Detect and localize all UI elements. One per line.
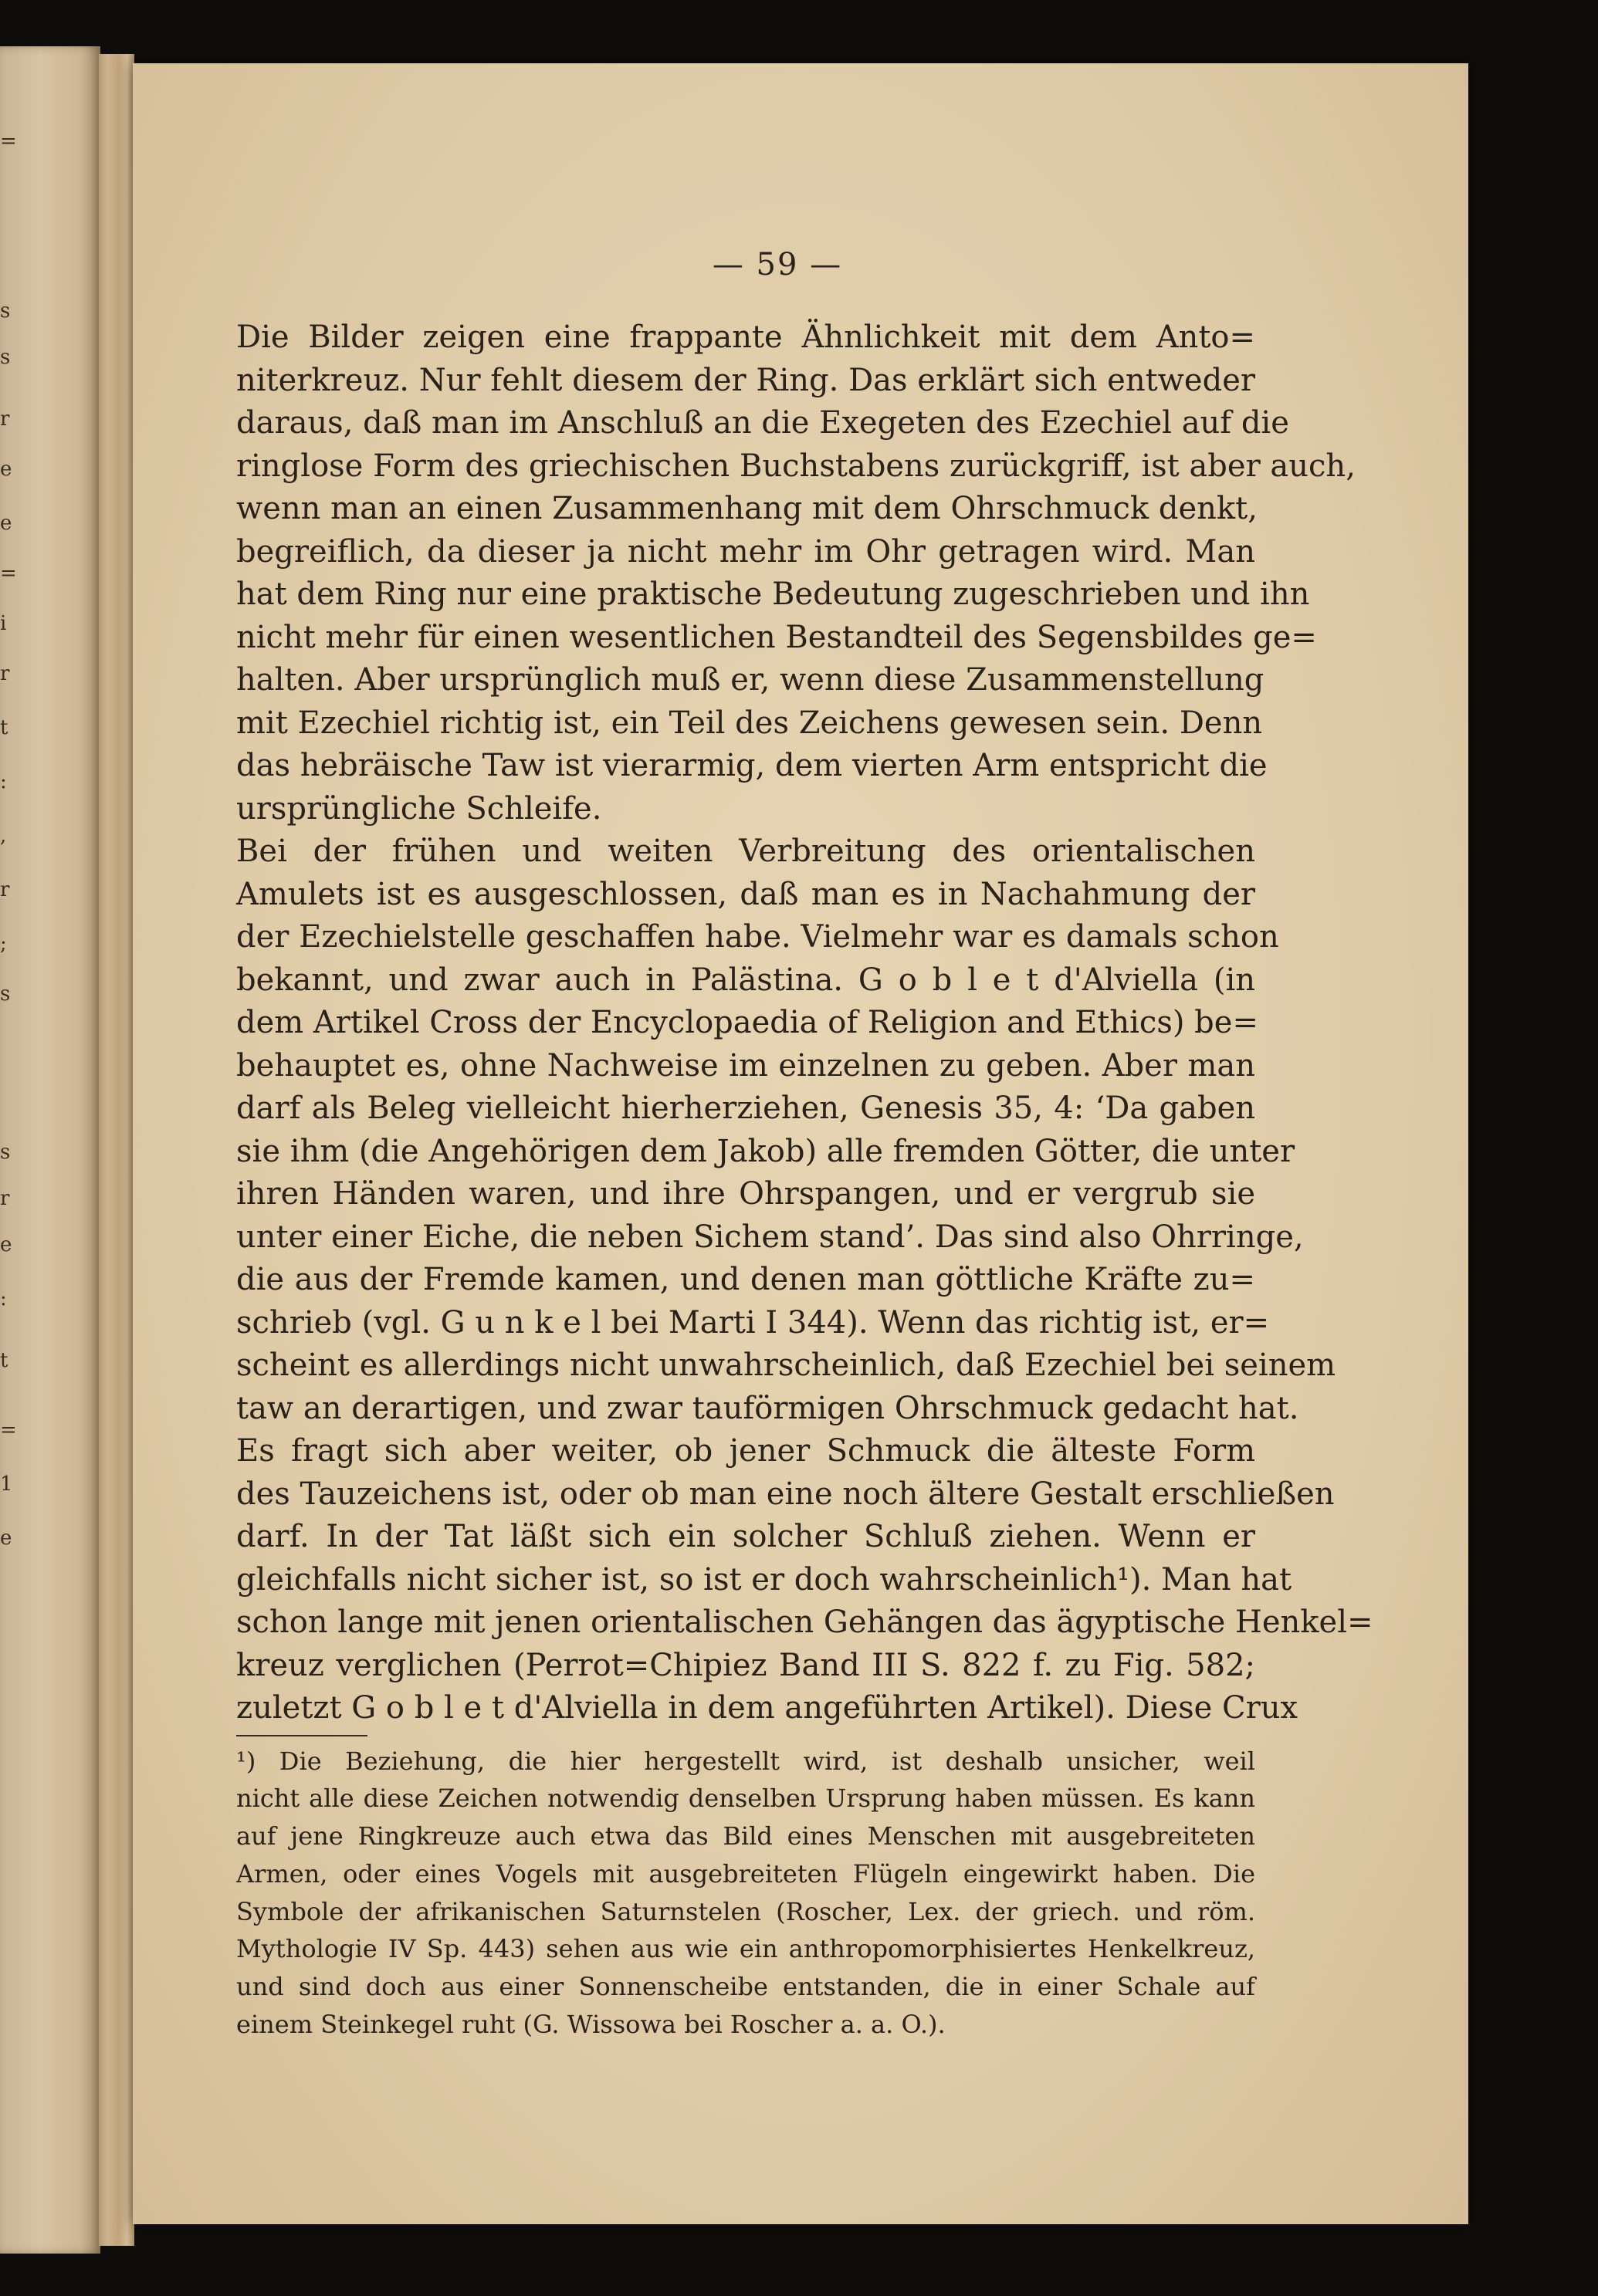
- edge-letter: :: [0, 770, 7, 793]
- text-line: darf. In der Tat läßt sich ein solcher Schluß ziehen. Wenn er: [236, 1519, 1255, 1554]
- text-line: sie ihm (die Angehörigen dem Jakob) alle fremden Götter, die unter: [236, 1133, 1295, 1169]
- book-page: [133, 63, 1468, 2224]
- edge-letter: r: [0, 878, 10, 901]
- main-text: [236, 316, 1373, 2044]
- text-line: Bei der frühen und weiten Verbreitung des orientalischen: [236, 834, 1255, 869]
- previous-page-edge: [0, 46, 100, 2254]
- edge-letter: :: [0, 1287, 7, 1310]
- text-line: unter einer Eiche, die neben Sichem stand’. Das sind also Ohrringe,: [236, 1219, 1304, 1255]
- text-line: behauptet es, ohne Nachweise im einzelnen zu geben. Aber man: [236, 1047, 1255, 1084]
- text-line: ursprüngliche Schleife.: [236, 790, 602, 827]
- footnote: [236, 1743, 1255, 2044]
- edge-letter: e: [0, 1527, 12, 1550]
- text-line: kreuz verglichen (Perrot=Chipiez Band III S. 822 f. zu Fig. 582;: [236, 1647, 1255, 1683]
- edge-letter: 1: [0, 1473, 13, 1496]
- text-line: mit Ezechiel richtig ist, ein Teil des Zeichens gewesen sein. Denn: [236, 705, 1263, 741]
- book-gutter: [99, 54, 134, 2246]
- edge-letter: s: [0, 299, 11, 323]
- text-line: gleichfalls nicht sicher ist, so ist er doch wahrscheinlich¹). Man hat: [236, 1561, 1292, 1598]
- edge-letter: ;: [0, 932, 7, 955]
- text-line: ringlose Form des griechischen Buchstabens zurückgriff, ist aber auch,: [236, 448, 1356, 484]
- edge-letter: r: [0, 1187, 10, 1210]
- edge-letter: s: [0, 1141, 11, 1164]
- text-line: das hebräische Taw ist vierarmig, dem vierten Arm entspricht die: [236, 748, 1268, 783]
- footnote-line: Symbole der afrikanischen Saturnstelen (Roscher, Lex. der griech. und röm.: [236, 1896, 1255, 1926]
- edge-letter: r: [0, 407, 10, 431]
- text-line: scheint es allerdings nicht unwahrscheinlich, daß Ezechiel bei seinem: [236, 1348, 1336, 1383]
- edge-letter: s: [0, 982, 11, 1006]
- previous-page-edge-letters: [0, 46, 15, 2254]
- edge-letter: e: [0, 512, 12, 535]
- text-line: der Ezechielstelle geschaffen habe. Vielmehr war es damals schon: [236, 919, 1279, 955]
- text-line: dem Artikel Cross der Encyclopaedia of Religion and Ethics) be=: [236, 1005, 1258, 1040]
- edge-letter: t: [0, 716, 8, 739]
- text-line: schon lange mit jenen orientalischen Gehängen das ägyptische Henkel=: [236, 1604, 1373, 1640]
- text-line: bekannt, und zwar auch in Palästina. G o b l e t d'Alviella (in: [236, 962, 1255, 998]
- text-line: schrieb (vgl. G u n k e l bei Marti I 344). Wenn das richtig ist, er=: [236, 1304, 1270, 1341]
- text-line: darf als Beleg vielleicht hierherziehen, Genesis 35, 4: ‘Da gaben: [236, 1091, 1255, 1126]
- edge-letter: ,: [0, 824, 7, 847]
- footnote-line: Armen, oder eines Vogels mit ausgebreiteten Flügeln eingewirkt haben. Die: [236, 1858, 1255, 1889]
- footnote-line: einem Steinkegel ruht (G. Wissowa bei Roscher a. a. O.).: [236, 2010, 946, 2040]
- text-line: halten. Aber ursprünglich muß er, wenn diese Zusammenstellung: [236, 662, 1265, 698]
- body-paragraphs: [236, 316, 1373, 1730]
- edge-letter: r: [0, 662, 10, 685]
- text-line: taw an derartigen, und zwar tauförmigen Ohrschmuck gedacht hat.: [236, 1390, 1299, 1426]
- edge-letter: s: [0, 346, 11, 369]
- text-line: Amulets ist es ausgeschlossen, daß man es in Nachahmung der: [236, 876, 1255, 912]
- text-line: niterkreuz. Nur fehlt diesem der Ring. Das erklärt sich entweder: [236, 362, 1255, 398]
- text-line: wenn man an einen Zusammenhang mit dem Ohrschmuck denkt,: [236, 491, 1258, 526]
- page-number: — 59 —: [712, 247, 843, 282]
- text-line: ihren Händen waren, und ihre Ohrspangen, und er vergrub sie: [236, 1176, 1255, 1212]
- edge-letter: =: [0, 130, 17, 153]
- text-line: Es fragt sich aber weiter, ob jener Schmuck die älteste Form: [236, 1433, 1255, 1469]
- edge-letter: t: [0, 1349, 8, 1372]
- footnote-line: und sind doch aus einer Sonnenscheibe entstanden, die in einer Schale auf: [236, 1972, 1255, 2002]
- text-line: hat dem Ring nur eine praktische Bedeutung zugeschrieben und ihn: [236, 577, 1310, 612]
- text-line: begreiflich, da dieser ja nicht mehr im Ohr getragen wird. Man: [236, 533, 1255, 570]
- edge-letter: i: [0, 612, 7, 635]
- text-line: zuletzt G o b l e t d'Alviella in dem angeführten Artikel). Diese Crux: [236, 1690, 1298, 1726]
- text-line: nicht mehr für einen wesentlichen Bestandteil des Segensbildes ge=: [236, 619, 1317, 655]
- edge-letter: =: [0, 1419, 17, 1442]
- text-line: die aus der Fremde kamen, und denen man göttliche Kräfte zu=: [236, 1262, 1255, 1297]
- footnote-line: Mythologie IV Sp. 443) sehen aus wie ein anthropomorphisiertes Henkelkreuz,: [236, 1934, 1255, 1964]
- edge-letter: e: [0, 458, 12, 481]
- edge-letter: =: [0, 562, 17, 585]
- text-line: daraus, daß man im Anschluß an die Exegeten des Ezechiel auf die: [236, 405, 1289, 441]
- text-line: Die Bilder zeigen eine frappante Ähnlichkeit mit dem Anto=: [236, 320, 1255, 355]
- text-line: des Tauzeichens ist, oder ob man eine noch ältere Gestalt erschließen: [236, 1476, 1335, 1512]
- edge-letter: e: [0, 1233, 12, 1256]
- footnote-line: nicht alle diese Zeichen notwendig denselben Ursprung haben müssen. Es kann: [236, 1784, 1255, 1814]
- footnote-line: auf jene Ringkreuze auch etwa das Bild eines Menschen mit ausgebreiteten: [236, 1821, 1255, 1851]
- footnote-line: ¹) Die Beziehung, die hier hergestellt wird, ist deshalb unsicher, weil: [236, 1746, 1255, 1776]
- footnote-rule: [236, 1735, 367, 1736]
